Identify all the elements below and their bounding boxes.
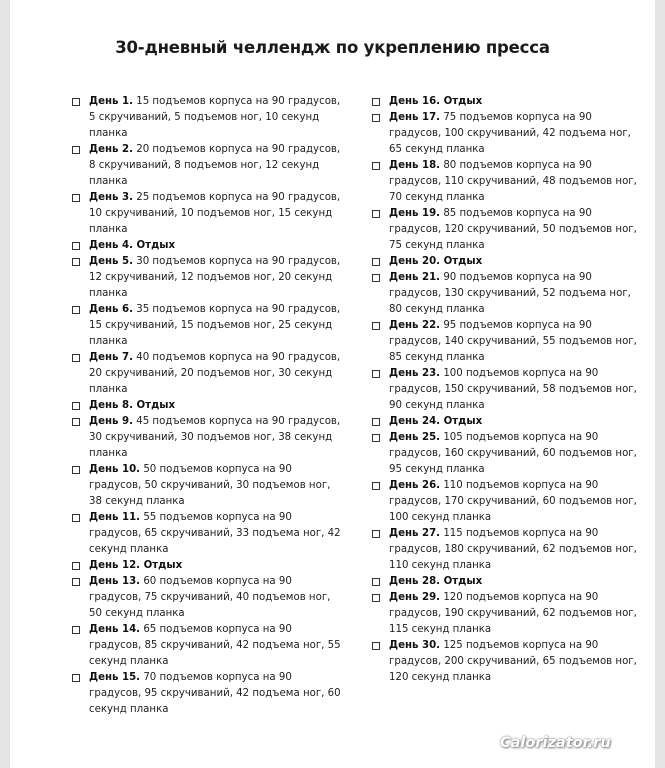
day-text: 90 подъемов корпуса на 90 градусов, 130 скручиваний, 52 подъема ног, 80 секунд планка (389, 272, 631, 315)
checkbox-icon (372, 578, 380, 586)
day-text: 80 подъемов корпуса на 90 градусов, 110 скручиваний, 48 подъемов ног, 70 секунд планка (389, 160, 637, 203)
day-text: 115 подъемов корпуса на 90 градусов, 180 скручиваний, 62 подъемов ног, 110 секунд планка (389, 528, 637, 571)
day-text: 55 подъемов корпуса на 90 градусов, 65 скручиваний, 33 подъема ног, 42 секунд планка (89, 512, 341, 555)
day-label: День 19. (389, 208, 441, 219)
day-label: День 4. Отдых (89, 240, 176, 251)
checkbox-icon (72, 98, 80, 106)
day-text: 110 подъемов корпуса на 90 градусов, 170 скручиваний, 60 подъемов ног, 100 секунд планка (389, 480, 637, 523)
day-label: День 3. (89, 192, 133, 203)
day-label: День 23. (389, 368, 441, 379)
list-item (372, 638, 647, 686)
day-text: 25 подъемов корпуса на 90 градусов, 10 скручиваний, 10 подъемов ног, 15 секунд планка (89, 192, 341, 235)
checkbox-icon (372, 258, 380, 266)
list-item (372, 430, 647, 478)
day-text: 35 подъемов корпуса на 90 градусов, 15 скручиваний, 15 подъемов ног, 25 секунд планка (89, 304, 341, 347)
checkbox-icon (372, 530, 380, 538)
day-label: День 22. (389, 320, 441, 331)
checkbox-icon (72, 306, 80, 314)
day-text: 15 подъемов корпуса на 90 градусов, 5 скручиваний, 5 подъемов ног, 10 секунд планка (89, 96, 341, 139)
checkbox-icon (72, 194, 80, 202)
right-column (372, 94, 647, 686)
checkbox-icon (372, 642, 380, 650)
list-item (372, 158, 647, 206)
checkbox-icon (372, 162, 380, 170)
checkbox-icon (72, 562, 80, 570)
day-label: День 1. (89, 96, 133, 107)
list-item (72, 398, 342, 414)
checkbox-icon (372, 274, 380, 282)
checkbox-icon (72, 514, 80, 522)
list-item (372, 94, 647, 110)
day-label: День 20. Отдых (389, 256, 483, 267)
day-text: 105 подъемов корпуса на 90 градусов, 160 скручиваний, 60 подъемов ног, 95 секунд планка (389, 432, 637, 475)
list-item (72, 142, 342, 190)
day-label: День 12. Отдых (89, 560, 183, 571)
checkbox-icon (72, 146, 80, 154)
page-title: 30-дневный челлендж по укреплению пресса (115, 38, 550, 57)
checkbox-icon (72, 354, 80, 362)
day-label: День 11. (89, 512, 141, 523)
day-label: День 18. (389, 160, 441, 171)
list-item (72, 670, 342, 718)
day-label: День 24. Отдых (389, 416, 483, 427)
checkbox-icon (72, 466, 80, 474)
document-page (10, 0, 655, 768)
checkbox-icon (372, 370, 380, 378)
day-label: День 9. (89, 416, 133, 427)
day-text: 50 подъемов корпуса на 90 градусов, 50 скручиваний, 30 подъемов ног, 38 секунд планка (89, 464, 331, 507)
list-item (372, 318, 647, 366)
list-item (72, 510, 342, 558)
day-text: 65 подъемов корпуса на 90 градусов, 85 скручиваний, 42 подъема ног, 55 секунд планка (89, 624, 341, 667)
day-text: 125 подъемов корпуса на 90 градусов, 200 скручиваний, 65 подъемов ног, 120 секунд планка (389, 640, 637, 683)
day-label: День 7. (89, 352, 133, 363)
day-label: День 10. (89, 464, 141, 475)
watermark: Calorizator.ru (500, 735, 611, 751)
checkbox-icon (372, 434, 380, 442)
list-item (372, 206, 647, 254)
left-column (72, 94, 342, 718)
list-item (72, 94, 342, 142)
day-label: День 8. Отдых (89, 400, 176, 411)
day-label: День 16. Отдых (389, 96, 483, 107)
list-item (72, 190, 342, 238)
list-item (372, 526, 647, 574)
checkbox-icon (372, 594, 380, 602)
day-text: 40 подъемов корпуса на 90 градусов, 20 скручиваний, 20 подъемов ног, 30 секунд планка (89, 352, 341, 395)
list-item (72, 254, 342, 302)
checkbox-icon (372, 418, 380, 426)
day-label: День 30. (389, 640, 441, 651)
day-text: 100 подъемов корпуса на 90 градусов, 150 скручиваний, 58 подъемов ног, 90 секунд планка (389, 368, 637, 411)
list-item (372, 110, 647, 158)
checkbox-icon (72, 578, 80, 586)
day-label: День 21. (389, 272, 441, 283)
list-item (372, 414, 647, 430)
day-label: День 29. (389, 592, 441, 603)
day-label: День 5. (89, 256, 133, 267)
list-item (372, 366, 647, 414)
list-item (72, 622, 342, 670)
list-item (372, 254, 647, 270)
list-item (372, 590, 647, 638)
list-item (72, 462, 342, 510)
day-label: День 2. (89, 144, 133, 155)
day-text: 75 подъемов корпуса на 90 градусов, 100 скручиваний, 42 подъема ног, 65 секунд планка (389, 112, 631, 155)
day-text: 120 подъемов корпуса на 90 градусов, 190 скручиваний, 62 подъемов ног, 115 секунд планка (389, 592, 637, 635)
day-label: День 14. (89, 624, 141, 635)
list-item (372, 478, 647, 526)
list-item (372, 270, 647, 318)
list-item (72, 574, 342, 622)
day-text: 85 подъемов корпуса на 90 градусов, 120 скручиваний, 50 подъемов ног, 75 секунд планка (389, 208, 637, 251)
list-item (372, 574, 647, 590)
checkbox-icon (72, 402, 80, 410)
day-label: День 27. (389, 528, 441, 539)
checkbox-icon (372, 98, 380, 106)
checkbox-icon (372, 482, 380, 490)
day-text: 45 подъемов корпуса на 90 градусов, 30 скручиваний, 30 подъемов ног, 38 секунд планка (89, 416, 341, 459)
day-text: 30 подъемов корпуса на 90 градусов, 12 скручиваний, 12 подъемов ног, 20 секунд планка (89, 256, 341, 299)
checkbox-icon (372, 322, 380, 330)
checkbox-icon (72, 626, 80, 634)
day-text: 60 подъемов корпуса на 90 градусов, 75 скручиваний, 40 подъемов ног, 50 секунд планка (89, 576, 331, 619)
list-item (72, 238, 342, 254)
list-item (72, 350, 342, 398)
day-label: День 28. Отдых (389, 576, 483, 587)
checkbox-icon (72, 674, 80, 682)
checkbox-icon (372, 210, 380, 218)
day-text: 70 подъемов корпуса на 90 градусов, 95 скручиваний, 42 подъема ног, 60 секунд планка (89, 672, 341, 715)
checkbox-icon (372, 114, 380, 122)
list-item (72, 558, 342, 574)
checkbox-icon (72, 258, 80, 266)
day-text: 95 подъемов корпуса на 90 градусов, 140 скручиваний, 55 подъемов ног, 85 секунд планка (389, 320, 637, 363)
day-label: День 26. (389, 480, 441, 491)
list-item (72, 302, 342, 350)
list-item (72, 414, 342, 462)
day-label: День 13. (89, 576, 141, 587)
day-label: День 17. (389, 112, 441, 123)
day-label: День 25. (389, 432, 441, 443)
checkbox-icon (72, 242, 80, 250)
day-label: День 15. (89, 672, 141, 683)
day-label: День 6. (89, 304, 133, 315)
checkbox-icon (72, 418, 80, 426)
day-text: 20 подъемов корпуса на 90 градусов, 8 скручиваний, 8 подъемов ног, 12 секунд планка (89, 144, 341, 187)
